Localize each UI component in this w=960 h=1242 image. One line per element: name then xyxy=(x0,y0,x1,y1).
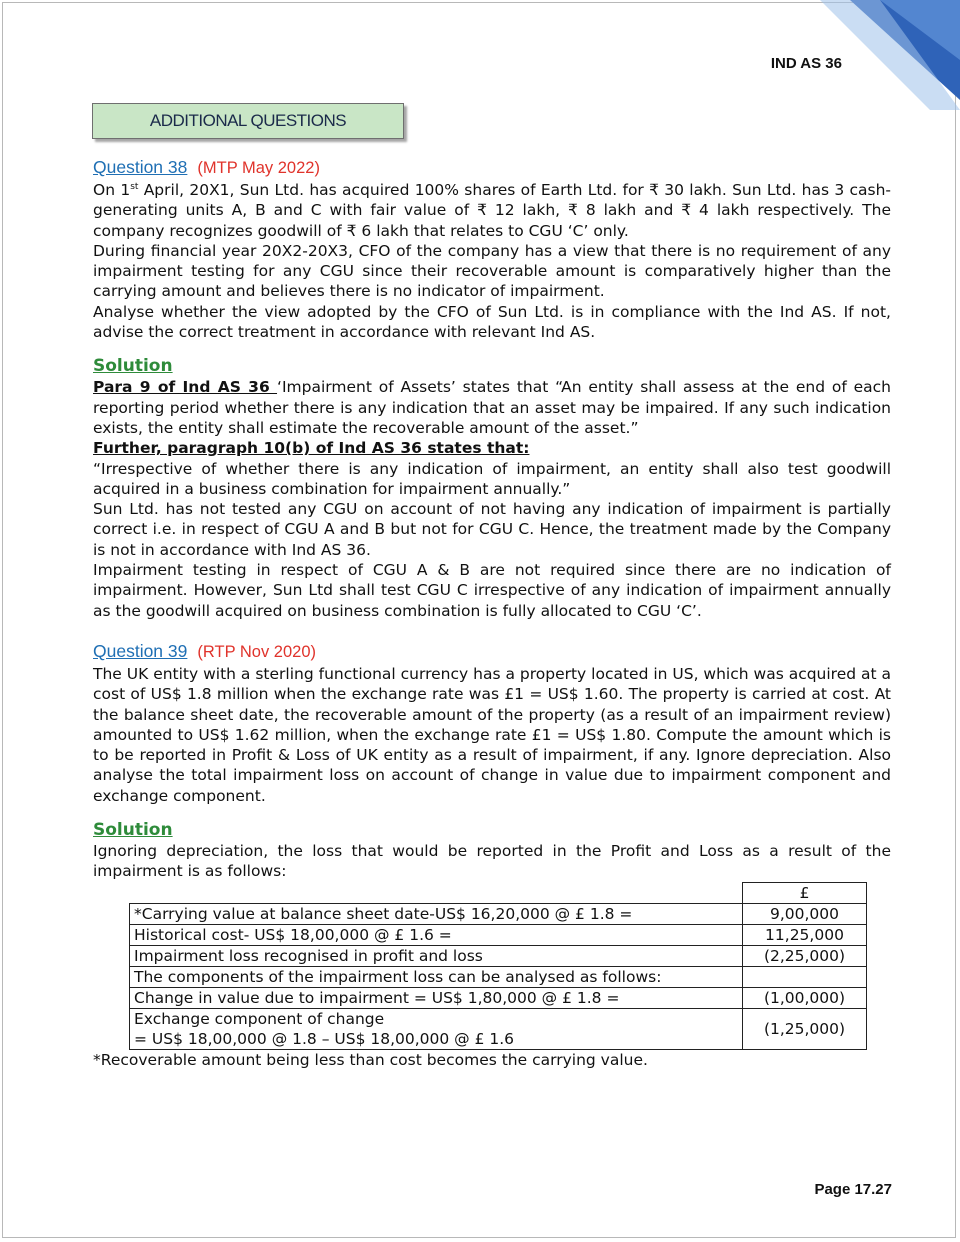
solution-38-final: Impairment testing in respect of CGU A & B are not required since there are no indication of impairment. However, Sun Ltd shall test CGU C irrespective of any indication of impairment annually as the goodwill acquired on business combination is fully allocated to CGU ‘C’. xyxy=(93,561,891,620)
question-38-text: On 1st April, 20X1, Sun Ltd. has acquired 100% shares of Earth Ltd. for ₹ 30 lakh. Sun Ltd. has 3 cash-generating units A, B and C with fair value of ₹ 12 lakh, ₹ 8 lakh and ₹ 4 lakh respectively. The company recognizes goodwill of ₹ 6 lakh that relates to CGU ‘C’ only. xyxy=(93,181,891,240)
table-row: *Carrying value at balance sheet date-US$ 16,20,000 @ £ 1.8 = 9,00,000 xyxy=(130,903,867,924)
question-39-source: (RTP Nov 2020) xyxy=(197,642,316,661)
solution-38-heading: Solution xyxy=(93,356,173,377)
table-row: Historical cost- US$ 18,00,000 @ £ 1.6 = 11,25,000 xyxy=(130,924,867,945)
solution-39-heading: Solution xyxy=(93,820,173,841)
solution-38-quote: “Irrespective of whether there is any indication of impairment, an entity shall also test goodwill acquired in a business combination for impairment annually.” xyxy=(93,459,891,498)
page-number: Page 17.27 xyxy=(814,1181,892,1198)
additional-questions-banner: ADDITIONAL QUESTIONS xyxy=(92,103,404,139)
table-row: Change in value due to impairment = US$ 1,80,000 @ £ 1.8 = (1,00,000) xyxy=(130,987,867,1008)
table-row: The components of the impairment loss can be analysed as follows: xyxy=(130,966,867,987)
question-38-para3: Analyse whether the view adopted by the CFO of Sun Ltd. is in compliance with the Ind AS. If not, advise the correct treatment in accordance with relevant Ind AS. xyxy=(93,302,891,342)
solution-38-further: Further, paragraph 10(b) of Ind AS 36 states that: xyxy=(93,439,530,458)
table-row: Impairment loss recognised in profit and loss (2,25,000) xyxy=(130,945,867,966)
impairment-table xyxy=(129,882,867,1050)
table-row: Exchange component of change = US$ 18,00,000 @ 1.8 – US$ 18,00,000 @ £ 1.6 (1,25,000) xyxy=(130,1008,867,1049)
question-38-number: Question 38 xyxy=(93,157,188,177)
chapter-header: IND AS 36 xyxy=(770,55,842,72)
solution-38-conclusion: Sun Ltd. has not tested any CGU on account of not having any indication of impairment is partially correct i.e. in respect of CGU A and B but not for CGU C. Hence, the treatment made by the Company is not in accordance with Ind AS 36. xyxy=(93,500,891,559)
question-38-source: (MTP May 2022) xyxy=(197,159,320,177)
table-footnote: *Recoverable amount being less than cost becomes the carrying value. xyxy=(93,1050,648,1069)
currency-header: £ xyxy=(743,882,867,903)
question-39-heading xyxy=(93,639,891,664)
solution-38-para9: Para 9 of Ind AS 36 ‘Impairment of Assets’ states that “An entity shall assess at the end of each reporting period whether there is any indication that an asset may be impaired. If any such indication exists, the entity shall estimate the recoverable amount of the asset.” xyxy=(93,378,891,437)
question-38-heading xyxy=(93,155,891,180)
question-39-number: Question 39 xyxy=(93,640,188,661)
solution-39-intro: Ignoring depreciation, the loss that would be reported in the Profit and Loss as a result of the impairment is as follows: xyxy=(93,842,891,881)
question-39-text: The UK entity with a sterling functional currency has a property located in US, which was acquired at a cost of US$ 1.8 million when the exchange rate was £1 = US$ 1.60. The property is carried at cost. At the balance sheet date, the recoverable amount of the property (as a result of an impairment review) amounted to US$ 1.62 million, when the exchange rate £1 = US$ 1.80. Compute the amount which is to be reported in Profit & Loss of UK entity as a result of impairment, if any. Ignore depreciation. Also analyse the total impairment loss on account of change in value due to impairment component and exchange component. xyxy=(93,664,892,805)
page-content xyxy=(93,155,891,1070)
question-38-para2: During financial year 20X2-20X3, CFO of the company has a view that there is no requirement of any impairment testing for any CGU since their recoverable amount is comparatively higher than the carrying amount and believes there is no indicator of impairment. xyxy=(93,241,891,301)
table-header-row xyxy=(130,882,867,903)
